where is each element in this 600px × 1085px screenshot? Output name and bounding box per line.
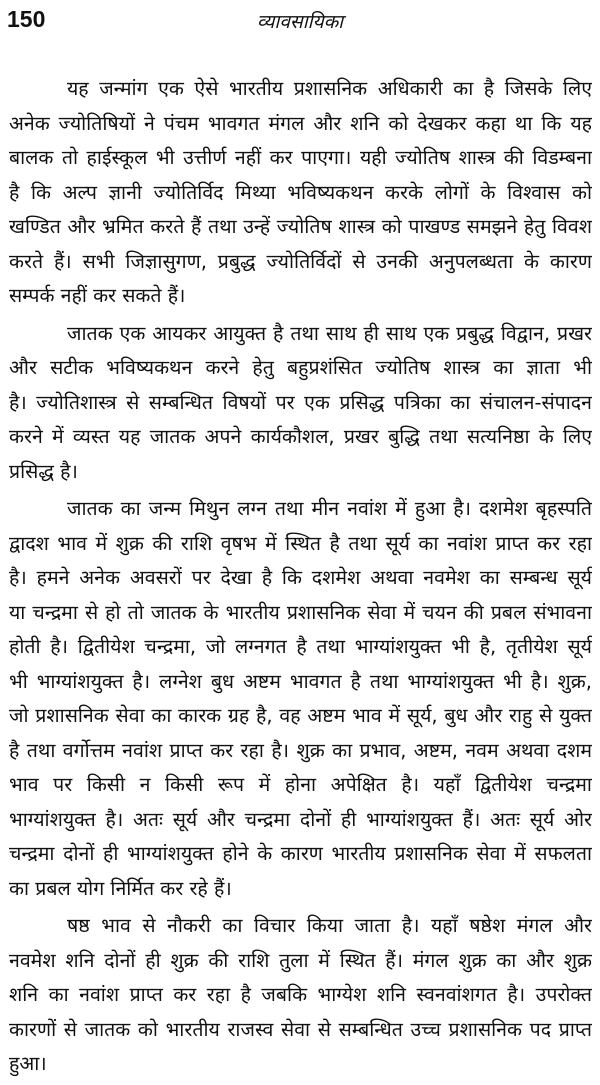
text-line: है तथा वर्गोत्तम नवांश प्राप्त कर रहा है। शुक्र का प्रभाव, अष्टम, नवम अथवा दशम (9, 738, 592, 762)
text-line: अनेक ज्योतिषियों ने पंचम भावगत मंगल और शनि को देखकर कहा था कि यह (9, 111, 592, 135)
text-line: और सटीक भविष्यकथन करने हेतु बहुप्रशंसित ज्योतिष शास्त्र का ज्ञाता भी (9, 356, 592, 379)
text-line: है कि अल्प ज्ञानी ज्योतिर्विद मिथ्या भविष्यकथन करके लोगों के विश्वास को (9, 180, 592, 204)
text-line: सम्पर्क नहीं कर सकते हैं। (9, 284, 186, 307)
text-line: जातक का जन्म मिथुन लग्न तथा मीन नवांश में हुआ है। दशमेश बृहस्पति (67, 497, 592, 520)
text-line: करते हैं। सभी जिज्ञासुगण, प्रबुद्ध ज्योतिर्विदों से उनकी अनुपलब्धता के कारण (9, 249, 592, 273)
text-line: यह जन्मांग एक ऐसे भारतीय प्रशासनिक अधिकारी का है जिसके लिए (67, 77, 592, 100)
text-line: जातक एक आयकर आयुक्त है तथा साथ ही साथ एक प्रबुद्ध विद्वान, प्रखर (67, 321, 592, 345)
text-line: का प्रबल योग निर्मित कर रहे हैं। (9, 876, 232, 900)
paragraph (9, 317, 592, 490)
text-line: कारणों से जातक को भारतीय राजस्व सेवा से सम्बन्धित उच्च प्रशासनिक पद प्राप्त (9, 1017, 592, 1041)
text-line: है। हमने अनेक अवसरों पर देखा है कि दशमेश अथवा नवमेश का सम्बन्ध सूर्य (9, 566, 592, 589)
paragraph (9, 492, 592, 906)
text-line: द्वादश भाव में शुक्र की राशि वृषभ में स्थित है तथा सूर्य का नवांश प्राप्त कर रहा (9, 531, 592, 555)
text-line: या चन्द्रमा से हो तो जातक के भारतीय प्रशासनिक सेवा में चयन की प्रबल संभावना (9, 600, 592, 624)
text-line: होती है। द्वितीयेश चन्द्रमा, जो लग्नगत है तथा भाग्यांशयुक्त भी है, तृतीयेश सूर्य (9, 635, 592, 658)
text-line: षष्ठ भाव से नौकरी का विचार किया जाता है। यहाँ षष्ठेश मंगल और (67, 914, 592, 937)
text-line: भी भाग्यांशयुक्त है। लग्नेश बुध अष्टम भावगत है तथा भाग्यांशयुक्त भी है। शुक्र, (9, 669, 592, 693)
page-header (0, 4, 600, 40)
text-line: हुआ। (9, 1052, 47, 1075)
text-line: जो प्रशासनिक सेवा का कारक ग्रह है, वह अष्टम भाव में सूर्य, बुध और राहु से युक्त (9, 704, 592, 727)
text-line: चन्द्रमा दोनों ही भाग्यांशयुक्त होने के कारण भारतीय प्रशासनिक सेवा में सफलता (9, 842, 592, 865)
text-line: करने में व्यस्त यह जातक अपने कार्यकौशल, प्रखर बुद्धि तथा सत्यनिष्ठा के लिए (9, 425, 592, 448)
page-body (9, 72, 592, 1085)
text-line: नवमेश शनि दोनों ही शुक्र की राशि तुला में स्थित हैं। मंगल शुक्र का और शुक्र (9, 948, 592, 972)
paragraph (9, 72, 592, 314)
text-line: खण्डित और भ्रमित करते हैं तथा उन्हें ज्योतिष शास्त्र को पाखण्ड समझने हेतु विवश (9, 215, 592, 238)
text-line: बालक तो हाईस्कूल भी उत्तीर्ण नहीं कर पाएगा। यही ज्योतिष शास्त्र की विडम्बना (9, 146, 592, 169)
page-number: 150 (7, 6, 46, 32)
text-line: है। ज्योतिशास्त्र से सम्बन्धित विषयों पर एक प्रसिद्ध पत्रिका का संचालन-संपादन (9, 390, 592, 414)
text-line: भाव पर किसी न किसी रूप में होना अपेक्षित है। यहाँ द्वितीयेश चन्द्रमा (9, 773, 592, 796)
text-line: भाग्यांशयुक्त है। अतः सूर्य और चन्द्रमा दोनों ही भाग्यांशयुक्त हैं। अतः सूर्य ओर (9, 807, 592, 831)
text-line: शनि का नवांश प्राप्त कर रहा है जबकि भाग्येश शनि स्वनवांशगत है। उपरोक्त (9, 983, 592, 1006)
paragraph (9, 909, 592, 1082)
text-line: प्रसिद्ध है। (9, 459, 78, 483)
running-title: व्यावसायिका (256, 11, 344, 33)
